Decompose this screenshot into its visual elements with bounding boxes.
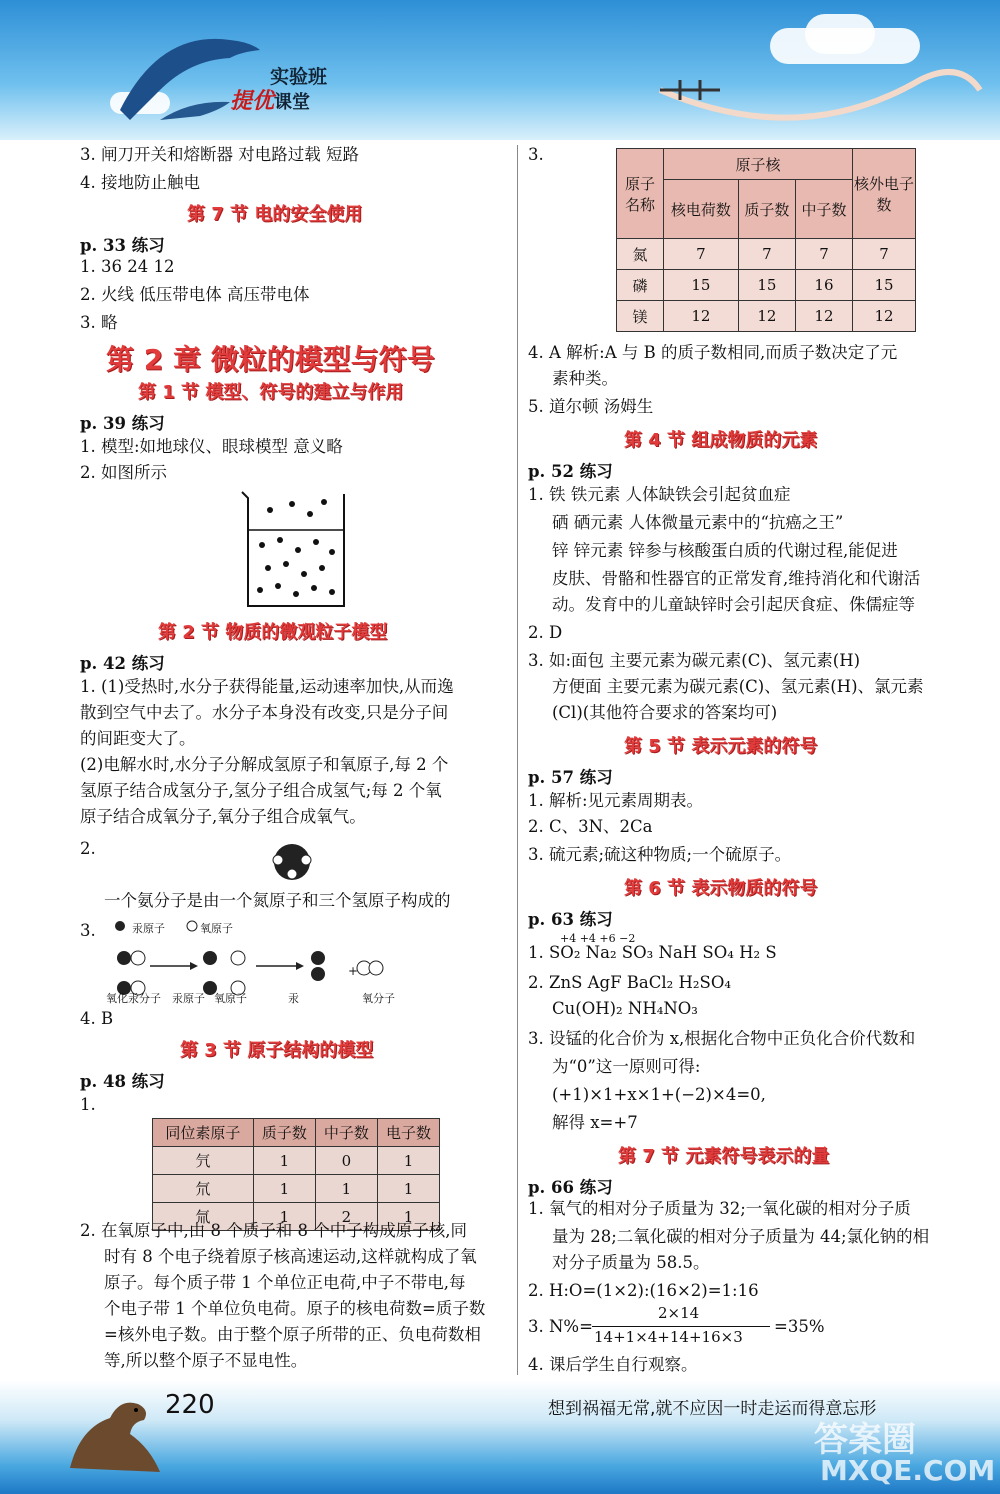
exercise-page-label: p. 57 练习	[528, 768, 613, 787]
table-cell: 7	[795, 239, 852, 270]
table-cell: 1	[315, 1175, 377, 1203]
answer-line: 4. 接地防止触电	[80, 173, 200, 192]
table-row	[153, 1147, 440, 1175]
table-header-cell: 中子数	[795, 180, 852, 239]
watermark: 答案圈	[814, 1420, 916, 1460]
table-header-cell: 核外电子数	[853, 149, 916, 239]
answer-line: 2. H:O=(1×2):(16×2)=1:16	[528, 1281, 759, 1300]
table-cell: 1	[253, 1203, 315, 1231]
answer-line: 的间距变大了。	[80, 729, 196, 748]
answer-line: 解得 x=+7	[552, 1113, 638, 1132]
table-row	[153, 1175, 440, 1203]
answer-line: 1. 铁 铁元素 人体缺铁会引起贫血症	[528, 485, 791, 504]
formula-result: =35%	[774, 1317, 825, 1336]
table-row	[617, 270, 916, 301]
answer-line: 3. 硫元素;硫这种物质;一个硫原子。	[528, 845, 792, 864]
diagram-label: 氧原子	[214, 992, 247, 1005]
table-cell: 7	[664, 239, 739, 270]
table-cell: 氚	[153, 1203, 254, 1231]
answer-line: 动。发育中的儿童缺锌时会引起厌食症、侏儒症等	[552, 595, 915, 614]
answer-line: 皮肤、骨骼和性器官的正常发育,维持消化和代谢活	[552, 569, 921, 588]
answer-line: 素种类。	[552, 369, 618, 388]
table-cell: 12	[853, 301, 916, 332]
table-header-cell: 质子数	[253, 1119, 315, 1147]
table-cell: 12	[664, 301, 739, 332]
page-number: 220	[165, 1390, 215, 1420]
table-cell: 1	[253, 1175, 315, 1203]
answer-line: 2. ZnS AgF BaCl₂ H₂SO₄	[528, 973, 731, 992]
table-cell: 15	[738, 270, 795, 301]
sea-lion-icon	[60, 1388, 170, 1478]
answer-line: 5. 道尔顿 汤姆生	[528, 397, 654, 416]
answer-line: 1.	[80, 1095, 96, 1114]
answer-line: 3.	[80, 921, 96, 940]
exercise-page-label: p. 63 练习	[528, 910, 613, 929]
table-row	[617, 301, 916, 332]
answer-line: 1. 氧气的相对分子质量为 32;一氧化碳的相对分子质	[528, 1199, 911, 1218]
diagram-label: 汞原子	[172, 992, 205, 1005]
table-cell: 15	[853, 270, 916, 301]
fraction-denominator: 14+1×4+14+16×3	[594, 1328, 743, 1346]
table-header-cell: 质子数	[738, 180, 795, 239]
section-title: 第 5 节 表示元素的符号	[624, 736, 818, 757]
table-cell: 磷	[617, 270, 664, 301]
answer-line: 为“0”这一原则可得:	[552, 1057, 701, 1076]
answer-line: 时有 8 个电子绕着原子核高速运动,这样就构成了氧	[104, 1247, 477, 1266]
valence-superscripts: +4 +4 +6 −2	[560, 932, 636, 945]
logo-brush-text: 提优	[230, 89, 275, 114]
table-row	[617, 239, 916, 270]
watermark-url: MXQE.COM	[820, 1454, 996, 1487]
answer-line: Cu(OH)₂ NH₄NO₃	[552, 999, 698, 1018]
table-cell: 1	[377, 1147, 439, 1175]
answer-line: 硒 硒元素 人体微量元素中的“抗癌之王”	[552, 513, 844, 532]
answer-line: 量为 28;二氧化碳的相对分子质量为 44;氯化钠的相	[552, 1227, 930, 1246]
table-cell: 1	[377, 1203, 439, 1231]
answer-line: 3. 设锰的化合价为 x,根据化合物中正负化合价代数和	[528, 1029, 916, 1048]
table-header-cell: 中子数	[315, 1119, 377, 1147]
answer-line: 3. 如:面包 主要元素为碳元素(C)、氢元素(H)	[528, 651, 861, 670]
table-header-cell: 原子核	[664, 149, 853, 180]
answer-line: 1. SO₂ Na₂ SO₃ NaH SO₄ H₂ S	[528, 943, 777, 962]
chapter-title: 第 2 章 微粒的模型与符号	[106, 343, 435, 376]
table-header-cell: 原子名称	[617, 149, 664, 239]
table-cell: 1	[253, 1147, 315, 1175]
formula-prefix: 3. N%=	[528, 1317, 593, 1336]
answer-line: 2. 如图所示	[80, 463, 167, 482]
fraction-numerator: 2×14	[658, 1304, 700, 1322]
table-cell: 氮	[617, 239, 664, 270]
column-divider	[517, 145, 518, 1375]
table-cell: 1	[377, 1175, 439, 1203]
answer-line: 原子。每个质子带 1 个单位正电荷,中子不带电,每	[104, 1273, 466, 1292]
answer-line: 4. 课后学生自行观察。	[528, 1355, 698, 1374]
answer-line: (2)电解水时,水分子分解成氢原子和氧原子,每 2 个	[80, 755, 449, 774]
section-title: 第 7 节 元素符号表示的量	[618, 1146, 830, 1167]
answer-line: 1. 模型:如地球仪、眼球模型 意义略	[80, 437, 343, 456]
isotope-table	[152, 1118, 440, 1231]
answer-line: =核外电子数。由于整个原子所带的正、负电荷数相	[104, 1325, 481, 1344]
table-header-row	[153, 1119, 440, 1147]
answer-line: 1. 36 24 12	[80, 257, 175, 276]
legend-label: 氧原子	[200, 922, 233, 935]
table-cell: 12	[795, 301, 852, 332]
answer-line: 2. C、3N、2Ca	[528, 817, 653, 836]
exercise-page-label: p. 48 练习	[80, 1072, 165, 1091]
table-header-row	[617, 149, 916, 180]
section-title: 第 6 节 表示物质的符号	[624, 878, 818, 899]
exercise-page-label: p. 52 练习	[528, 462, 613, 481]
answer-line: 4. A 解析:A 与 B 的质子数相同,而质子数决定了元	[528, 343, 898, 362]
table-cell: 15	[664, 270, 739, 301]
table-cell: 16	[795, 270, 852, 301]
logo-text: 课堂	[274, 92, 311, 113]
exercise-page-label: p. 66 练习	[528, 1178, 613, 1197]
answer-line: 原子结合成氧分子,氧分子组合成氧气。	[80, 807, 366, 826]
diagram-label: 汞	[288, 992, 299, 1005]
plus-sign: +	[348, 964, 359, 978]
answer-line: 3.	[528, 145, 544, 164]
answer-line: 锌 锌元素 锌参与核酸蛋白质的代谢过程,能促进	[552, 541, 898, 560]
section-title: 第 7 节 电的安全使用	[187, 204, 363, 225]
answer-line: 2.	[80, 839, 96, 858]
table-header-cell: 核电荷数	[664, 180, 739, 239]
page-header	[0, 0, 1000, 140]
answer-line: 1. 解析:见元素周期表。	[528, 791, 704, 810]
fraction-bar	[592, 1326, 770, 1327]
exercise-page-label: p. 39 练习	[80, 414, 165, 433]
legend-label: 汞原子	[132, 922, 165, 935]
table-cell: 7	[853, 239, 916, 270]
answer-line: 4. B	[80, 1009, 114, 1028]
table-cell: 氕	[153, 1147, 254, 1175]
table-header-cell: 电子数	[377, 1119, 439, 1147]
table-header-cell: 同位素原子	[153, 1119, 254, 1147]
logo-line1: 实验班	[270, 66, 328, 88]
answer-line: 3. 闸刀开关和熔断器 对电路过载 短路	[80, 145, 359, 164]
answer-line: 对分子质量为 58.5。	[552, 1253, 710, 1272]
answer-line: 方便面 主要元素为碳元素(C)、氢元素(H)、氯元素	[552, 677, 924, 696]
section-title: 第 1 节 模型、符号的建立与作用	[138, 382, 404, 403]
answer-line: 2. 火线 低压带电体 高压带电体	[80, 285, 310, 304]
table-cell: 7	[738, 239, 795, 270]
footer-motto: 想到祸福无常,就不应因一时走运而得意忘形	[548, 1399, 877, 1419]
atom-structure-table	[616, 148, 916, 332]
answer-line: 散到空气中去了。水分子本身没有改变,只是分子间	[80, 703, 449, 722]
section-title: 第 2 节 物质的微观粒子模型	[158, 622, 388, 643]
table-cell: 氘	[153, 1175, 254, 1203]
exercise-page-label: p. 33 练习	[80, 236, 165, 255]
answer-line: (+1)×1+x×1+(−2)×4=0,	[552, 1085, 766, 1104]
table-cell: 镁	[617, 301, 664, 332]
ammonia-molecule-diagram	[268, 840, 318, 882]
answer-line: 2. D	[528, 623, 563, 642]
answer-line: 2. 在氧原子中,由 8 个质子和 8 个中子构成原子核,同	[80, 1221, 467, 1240]
answer-line: 1. (1)受热时,水分子获得能量,运动速率加快,从而逸	[80, 677, 454, 696]
logo-line2	[230, 84, 310, 115]
answer-line: 等,所以整个原子不显电性。	[104, 1351, 308, 1370]
answer-line: 一个氨分子是由一个氮原子和三个氢原子构成的	[104, 891, 451, 910]
answer-line: 氢原子结合成氢分子,氢分子组合成氢气;每 2 个氧	[80, 781, 442, 800]
table-cell: 0	[315, 1147, 377, 1175]
answer-line: 个电子带 1 个单位负电荷。原子的核电荷数=质子数	[104, 1299, 486, 1318]
answer-line: (Cl)(其他符合要求的答案均可)	[552, 703, 778, 722]
diagram-label: 氧分子	[362, 992, 395, 1005]
table-cell: 2	[315, 1203, 377, 1231]
table-cell: 12	[738, 301, 795, 332]
exercise-page-label: p. 42 练习	[80, 654, 165, 673]
answer-line: 3. 略	[80, 313, 118, 332]
diagram-label: 氧化汞分子	[106, 992, 161, 1005]
section-title: 第 4 节 组成物质的元素	[624, 430, 818, 451]
rope-decoration	[620, 30, 1000, 140]
section-title: 第 3 节 原子结构的模型	[180, 1040, 374, 1061]
beaker-diagram	[240, 490, 360, 610]
